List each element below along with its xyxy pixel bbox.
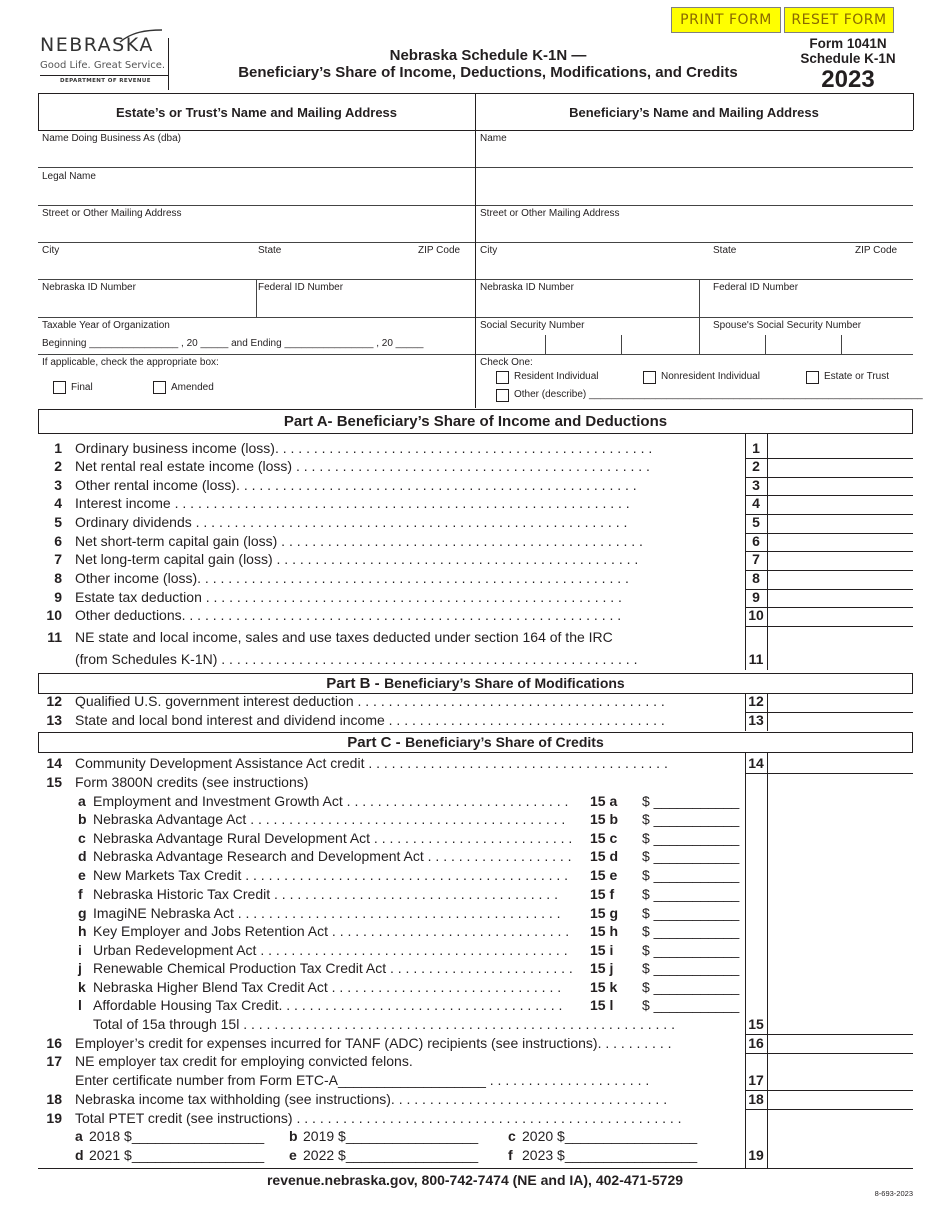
line-number: 19 <box>46 1110 62 1126</box>
schedule-number: Schedule K-1N <box>800 51 896 66</box>
subline-text: Key Employer and Jobs Retention Act . . . . . . . . . . . . . . . . . . . . . . . . . . . . . . . <box>93 923 570 939</box>
subline-letter: a <box>78 793 86 809</box>
amended-checkbox[interactable] <box>153 381 166 394</box>
line-number: 15 <box>46 774 62 790</box>
line-number: 16 <box>46 1035 62 1051</box>
subline-text: Nebraska Advantage Act . . . . . . . . . . . . . . . . . . . . . . . . . . . . . . . . . . . . . . . . . <box>93 811 566 827</box>
line-text: Estate tax deduction . . . . . . . . . . . . . . . . . . . . . . . . . . . . . . . . . . . . . . . . . . . . . . . . . . . . . . <box>75 589 622 605</box>
subline-amount-field[interactable]: $ ___________ <box>642 811 740 827</box>
subline-ref: 15 l <box>590 997 614 1013</box>
line-text: Net long-term capital gain (loss) . . . . . . . . . . . . . . . . . . . . . . . . . . . . . . . . . . . . . . . . . . . . . . . <box>75 551 639 567</box>
line-ref: 7 <box>752 551 760 567</box>
ptet-2023-field[interactable]: 2023 $_________________ <box>522 1147 698 1163</box>
line-number: 4 <box>54 495 62 511</box>
line-ref: 3 <box>752 477 760 493</box>
other-describe-field[interactable]: Other (describe) ____________________________________________________________ <box>514 389 923 400</box>
line-text: State and local bond interest and dividend income . . . . . . . . . . . . . . . . . . . . . . . . . . . . . . . . . . . . <box>75 712 665 728</box>
beneficiary-name-field[interactable]: Name <box>480 133 507 144</box>
subline-letter: c <box>78 830 86 846</box>
line-number: 18 <box>46 1091 62 1107</box>
line-ref: 17 <box>748 1072 764 1088</box>
resident-checkbox[interactable] <box>496 371 509 384</box>
line-text: Total PTET credit (see instructions) . . . . . . . . . . . . . . . . . . . . . . . . . . . . . . . . . . . . . . . . . . . . . . . . . . <box>75 1110 682 1126</box>
subline-ref: 15 b <box>590 811 619 827</box>
line-number: 14 <box>46 755 62 771</box>
subline-text: Renewable Chemical Production Tax Credit Act . . . . . . . . . . . . . . . . . . . . . . . . <box>93 960 573 976</box>
line-text: Total of 15a through 15l . . . . . . . . . . . . . . . . . . . . . . . . . . . . . . . . . . . . . . . . . . . . . . . . . . . . . . . . <box>93 1016 675 1032</box>
line-text: Nebraska income tax withholding (see instructions). . . . . . . . . . . . . . . . . . . . . . . . . . . . . . . . . . . . <box>75 1091 668 1107</box>
line-text: Community Development Assistance Act credit . . . . . . . . . . . . . . . . . . . . . . . . . . . . . . . . . . . . . . . <box>75 755 668 771</box>
estate-trust-checkbox[interactable] <box>806 371 819 384</box>
subline-text: Nebraska Higher Blend Tax Credit Act . . . . . . . . . . . . . . . . . . . . . . . . . . . . . . <box>93 979 562 995</box>
line-ref: 5 <box>752 514 760 530</box>
beneficiary-ne-id-field[interactable]: Nebraska ID Number <box>480 282 574 293</box>
line-number: 2 <box>54 458 62 474</box>
beneficiary-zip-field[interactable]: ZIP Code <box>855 245 898 256</box>
subline-text: ImagiNE Nebraska Act . . . . . . . . . . . . . . . . . . . . . . . . . . . . . . . . . . . . . . . . . . <box>93 905 561 921</box>
subline-text: Nebraska Advantage Rural Development Act . . . . . . . . . . . . . . . . . . . . . . . . . . <box>93 830 573 846</box>
ptet-letter: e <box>289 1147 297 1163</box>
subline-text: Urban Redevelopment Act . . . . . . . . . . . . . . . . . . . . . . . . . . . . . . . . . . . . . . . . <box>93 942 568 958</box>
ptet-2019-field[interactable]: 2019 $_________________ <box>303 1128 479 1144</box>
subline-text: Employment and Investment Growth Act . . . . . . . . . . . . . . . . . . . . . . . . . . . . . <box>93 793 569 809</box>
subline-ref: 15 j <box>590 960 614 976</box>
line-text: Ordinary business income (loss). . . . . . . . . . . . . . . . . . . . . . . . . . . . . . . . . . . . . . . . . . . . . . . . . <box>75 440 653 456</box>
form-bottom-rule <box>38 1168 913 1169</box>
ptet-letter: f <box>508 1147 513 1163</box>
ptet-letter: c <box>508 1128 516 1144</box>
beneficiary-fed-id-field[interactable]: Federal ID Number <box>713 282 799 293</box>
subline-letter: f <box>78 886 83 902</box>
tax-year: 2023 <box>821 66 875 93</box>
line-text: Other rental income (loss). . . . . . . . . . . . . . . . . . . . . . . . . . . . . . . . . . . . . . . . . . . . . . . . . . . . <box>75 477 637 493</box>
status-check-label: If applicable, check the appropriate box: <box>42 357 219 368</box>
beneficiary-state-field[interactable]: State <box>713 245 737 256</box>
subline-letter: h <box>78 923 87 939</box>
line-ref: 1 <box>752 440 760 456</box>
line-ref: 16 <box>748 1035 764 1051</box>
subline-text: New Markets Tax Credit . . . . . . . . . . . . . . . . . . . . . . . . . . . . . . . . . . . . . . . . . . <box>93 867 569 883</box>
subline-letter: j <box>78 960 82 976</box>
line-ref: 19 <box>748 1147 764 1163</box>
logo-tagline: Good Life. Great Service. <box>40 60 166 71</box>
line-ref: 14 <box>748 755 764 771</box>
subline-amount-field[interactable]: $ ___________ <box>642 923 740 939</box>
page-title: Nebraska Schedule K-1N — <box>389 47 587 64</box>
subline-amount-field[interactable]: $ ___________ <box>642 942 740 958</box>
line-text-continued: (from Schedules K-1N) . . . . . . . . . . . . . . . . . . . . . . . . . . . . . . . . . . . . . . . . . . . . . . . . . . . . . . <box>75 651 638 667</box>
part-b-title: Beneficiary’s Share of Modifications <box>384 675 625 691</box>
subline-ref: 15 c <box>590 830 618 846</box>
line-number: 8 <box>54 570 62 586</box>
final-checkbox[interactable] <box>53 381 66 394</box>
subline-letter: k <box>78 979 86 995</box>
subline-letter: l <box>78 997 82 1013</box>
spouse-ssn-field[interactable]: Spouse's Social Security Number <box>713 320 862 331</box>
part-c-title: Beneficiary’s Share of Credits <box>405 734 604 750</box>
part-b-header <box>38 673 913 694</box>
subline-ref: 15 i <box>590 942 614 958</box>
subline-text: Affordable Housing Tax Credit. . . . . . . . . . . . . . . . . . . . . . . . . . . . . . . . . . . . . <box>93 997 563 1013</box>
subline-amount-field[interactable]: $ ___________ <box>642 830 740 846</box>
form-code: 8-693-2023 <box>874 1189 913 1198</box>
subline-text: Nebraska Historic Tax Credit . . . . . . . . . . . . . . . . . . . . . . . . . . . . . . . . . . . . . <box>93 886 558 902</box>
line-ref: 2 <box>752 458 760 474</box>
line-number: 10 <box>46 607 62 623</box>
logo-wordmark: NEBRASKA <box>40 34 154 56</box>
taxable-year-dates-field[interactable]: Beginning ________________ , 20 _____ and Ending ________________ , 20 _____ <box>42 338 424 349</box>
ptet-2018-field[interactable]: 2018 $_________________ <box>89 1128 265 1144</box>
line-text: Interest income . . . . . . . . . . . . . . . . . . . . . . . . . . . . . . . . . . . . . . . . . . . . . . . . . . . . . . . . . . . <box>75 495 630 511</box>
estate-trust-label: Estate or Trust <box>824 371 890 382</box>
other-checkbox[interactable] <box>496 389 509 402</box>
logo-swoosh-icon <box>118 28 164 44</box>
estate-legal-name-field[interactable]: Legal Name <box>42 171 96 182</box>
part-b-label: Part B - <box>326 675 380 692</box>
line-text: Net rental real estate income (loss) . . . . . . . . . . . . . . . . . . . . . . . . . . . . . . . . . . . . . . . . . . . . . . <box>75 458 650 474</box>
line-ref: 6 <box>752 533 760 549</box>
subline-ref: 15 a <box>590 793 618 809</box>
subline-ref: 15 h <box>590 923 619 939</box>
line-number: 13 <box>46 712 62 728</box>
line-number: 3 <box>54 477 62 493</box>
print-form-button[interactable]: PRINT FORM <box>671 7 781 33</box>
part-a-header: Part A- Beneficiary’s Share of Income and Deductions <box>38 409 913 434</box>
subline-ref: 15 e <box>590 867 618 883</box>
estate-fed-id-field[interactable]: Federal ID Number <box>258 282 344 293</box>
nonresident-checkbox[interactable] <box>643 371 656 384</box>
subline-text: Nebraska Advantage Research and Development Act . . . . . . . . . . . . . . . . . . . <box>93 848 572 864</box>
line-number: 9 <box>54 589 62 605</box>
ptet-letter: d <box>75 1147 84 1163</box>
nonresident-label: Nonresident Individual <box>661 371 760 382</box>
subline-amount-field[interactable]: $ ___________ <box>642 886 740 902</box>
subline-ref: 15 d <box>590 848 619 864</box>
line-number: 7 <box>54 551 62 567</box>
line-ref: 12 <box>748 693 764 709</box>
logo-department: DEPARTMENT OF REVENUE <box>60 78 151 84</box>
line-ref: 10 <box>748 607 764 623</box>
line-text: Other income (loss). . . . . . . . . . . . . . . . . . . . . . . . . . . . . . . . . . . . . . . . . . . . . . . . . . . . . . . . <box>75 570 629 586</box>
subline-amount-field[interactable]: $ ___________ <box>642 793 740 809</box>
final-label: Final <box>71 382 93 393</box>
estate-zip-field[interactable]: ZIP Code <box>418 245 461 256</box>
estate-dba-field[interactable]: Name Doing Business As (dba) <box>42 133 181 144</box>
line-ref: 15 <box>748 1016 764 1032</box>
ptet-2021-field[interactable]: 2021 $_________________ <box>89 1147 265 1163</box>
ptet-letter: b <box>289 1128 298 1144</box>
part-c-label: Part C - <box>347 734 401 751</box>
line-number: 17 <box>46 1053 62 1069</box>
line-number: 12 <box>46 693 62 709</box>
check-one-label: Check One: <box>480 357 533 368</box>
reset-form-button[interactable]: RESET FORM <box>784 7 894 33</box>
line-text: Employer’s credit for expenses incurred for TANF (ADC) recipients (see instructions). . . . . . . . . . <box>75 1035 672 1051</box>
line-text: Net short-term capital gain (loss) . . . . . . . . . . . . . . . . . . . . . . . . . . . . . . . . . . . . . . . . . . . . . . . <box>75 533 643 549</box>
line-text: Ordinary dividends . . . . . . . . . . . . . . . . . . . . . . . . . . . . . . . . . . . . . . . . . . . . . . . . . . . . . . . . <box>75 514 628 530</box>
line-ref: 11 <box>748 651 764 667</box>
subline-amount-field[interactable]: $ ___________ <box>642 905 740 921</box>
beneficiary-city-field[interactable]: City <box>480 245 498 256</box>
subline-letter: g <box>78 905 87 921</box>
line-ref: 4 <box>752 495 760 511</box>
amended-label: Amended <box>171 382 214 393</box>
page-subtitle: Beneficiary’s Share of Income, Deductions, Modifications, and Credits <box>238 64 738 81</box>
beneficiary-heading: Beneficiary’s Name and Mailing Address <box>569 105 819 120</box>
taxable-year-label: Taxable Year of Organization <box>42 320 170 331</box>
line-text: NE employer tax credit for employing convicted felons. <box>75 1053 413 1069</box>
logo-divider <box>40 75 168 76</box>
subline-amount-field[interactable]: $ ___________ <box>642 997 740 1013</box>
estate-ne-id-field[interactable]: Nebraska ID Number <box>42 282 136 293</box>
ptet-2022-field[interactable]: 2022 $_________________ <box>303 1147 479 1163</box>
line-number: 5 <box>54 514 62 530</box>
ptet-2020-field[interactable]: 2020 $_________________ <box>522 1128 698 1144</box>
line-text: Other deductions. . . . . . . . . . . . . . . . . . . . . . . . . . . . . . . . . . . . . . . . . . . . . . . . . . . . . . . . . <box>75 607 622 623</box>
estate-state-field[interactable]: State <box>258 245 282 256</box>
beneficiary-street-field[interactable]: Street or Other Mailing Address <box>480 208 620 219</box>
subline-amount-field[interactable]: $ ___________ <box>642 848 740 864</box>
line-ref: 9 <box>752 589 760 605</box>
subline-amount-field[interactable]: $ ___________ <box>642 960 740 976</box>
beneficiary-ssn-field[interactable]: Social Security Number <box>480 320 585 331</box>
subline-letter: b <box>78 811 87 827</box>
footer-contact: revenue.nebraska.gov, 800-742-7474 (NE and IA), 402-471-5729 <box>266 1172 684 1188</box>
subline-letter: i <box>78 942 82 958</box>
subline-ref: 15 k <box>590 979 618 995</box>
line-number: 11 <box>47 629 62 645</box>
subline-letter: e <box>78 867 86 883</box>
line-text: NE state and local income, sales and use taxes deducted under section 164 of the IRC <box>75 629 613 645</box>
subline-amount-field[interactable]: $ ___________ <box>642 979 740 995</box>
resident-label: Resident Individual <box>514 371 599 382</box>
line-ref: 18 <box>748 1091 764 1107</box>
estate-city-field[interactable]: City <box>42 245 60 256</box>
line-text: Qualified U.S. government interest deduction . . . . . . . . . . . . . . . . . . . . . . . . . . . . . . . . . . . . . . . . <box>75 693 665 709</box>
line-number: 1 <box>54 440 62 456</box>
form-number: Form 1041N <box>809 36 887 51</box>
line-number: 6 <box>54 533 62 549</box>
subline-ref: 15 g <box>590 905 619 921</box>
subline-ref: 15 f <box>590 886 615 902</box>
subline-amount-field[interactable]: $ ___________ <box>642 867 740 883</box>
part-c-header <box>38 732 913 753</box>
certificate-number-field[interactable]: Enter certificate number from Form ETC-A___________________ . . . . . . . . . . . . . . . . . . . . . <box>75 1072 650 1088</box>
line-ref: 8 <box>752 570 760 586</box>
subline-letter: d <box>78 848 87 864</box>
line-ref: 13 <box>748 712 764 728</box>
estate-heading: Estate’s or Trust’s Name and Mailing Address <box>115 105 398 120</box>
line-text: Form 3800N credits (see instructions) <box>75 774 309 790</box>
estate-street-field[interactable]: Street or Other Mailing Address <box>42 208 182 219</box>
ptet-letter: a <box>75 1128 83 1144</box>
